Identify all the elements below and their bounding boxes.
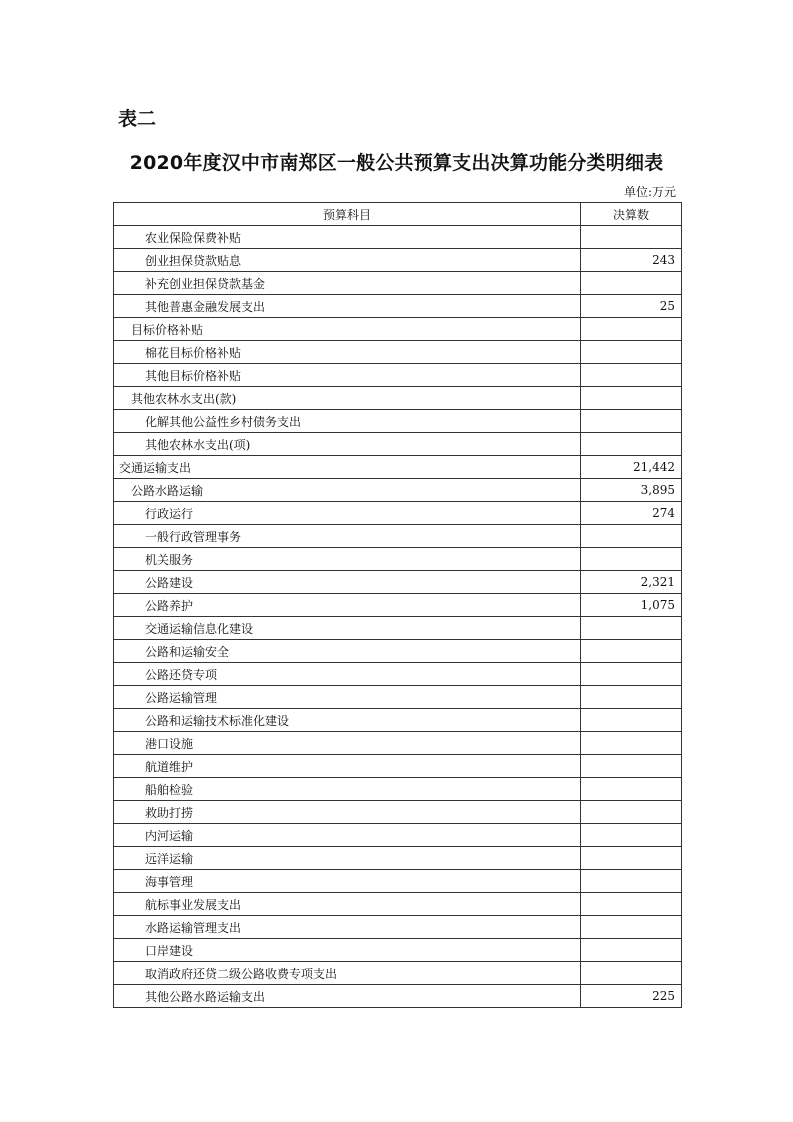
row-subject: 目标价格补贴 [114, 318, 581, 341]
header-subject: 预算科目 [114, 203, 581, 226]
row-subject: 其他农林水支出(项) [114, 433, 581, 456]
table-row [114, 640, 682, 663]
row-subject: 公路建设 [114, 571, 581, 594]
table-row [114, 410, 682, 433]
row-amount: 243 [581, 249, 682, 272]
row-subject: 救助打捞 [114, 801, 581, 824]
row-subject: 港口设施 [114, 732, 581, 755]
table-row [114, 801, 682, 824]
row-amount [581, 617, 682, 640]
row-amount: 21,442 [581, 456, 682, 479]
table-row [114, 893, 682, 916]
table-row [114, 249, 682, 272]
row-subject: 公路和运输技术标准化建设 [114, 709, 581, 732]
row-amount [581, 916, 682, 939]
row-subject: 远洋运输 [114, 847, 581, 870]
row-subject: 内河运输 [114, 824, 581, 847]
row-amount [581, 801, 682, 824]
table-row [114, 732, 682, 755]
row-subject: 棉花目标价格补贴 [114, 341, 581, 364]
row-subject: 补充创业担保贷款基金 [114, 272, 581, 295]
row-amount: 3,895 [581, 479, 682, 502]
row-subject: 交通运输信息化建设 [114, 617, 581, 640]
table-row [114, 387, 682, 410]
row-amount: 225 [581, 985, 682, 1008]
row-amount: 25 [581, 295, 682, 318]
table-label: 表二 [118, 108, 157, 130]
table-row [114, 870, 682, 893]
row-amount [581, 525, 682, 548]
table-row [114, 847, 682, 870]
table-row [114, 226, 682, 249]
table-row [114, 709, 682, 732]
row-amount [581, 226, 682, 249]
document-title: 2020年度汉中市南郑区一般公共预算支出决算功能分类明细表 [129, 152, 664, 174]
row-amount [581, 318, 682, 341]
row-amount [581, 962, 682, 985]
row-subject: 农业保险保费补贴 [114, 226, 581, 249]
row-amount [581, 410, 682, 433]
table-row [114, 456, 682, 479]
row-subject: 其他普惠金融发展支出 [114, 295, 581, 318]
row-amount [581, 433, 682, 456]
table-row [114, 686, 682, 709]
table-row [114, 939, 682, 962]
row-subject: 机关服务 [114, 548, 581, 571]
table-row [114, 341, 682, 364]
row-subject: 一般行政管理事务 [114, 525, 581, 548]
row-amount [581, 732, 682, 755]
table-row [114, 962, 682, 985]
row-amount [581, 341, 682, 364]
table-row [114, 295, 682, 318]
row-amount [581, 640, 682, 663]
row-amount [581, 663, 682, 686]
row-subject: 海事管理 [114, 870, 581, 893]
table-row [114, 502, 682, 525]
row-subject: 航标事业发展支出 [114, 893, 581, 916]
row-subject: 航道维护 [114, 755, 581, 778]
row-subject: 其他农林水支出(款) [114, 387, 581, 410]
row-subject: 行政运行 [114, 502, 581, 525]
header-row [114, 203, 682, 226]
table-row [114, 663, 682, 686]
row-amount [581, 364, 682, 387]
row-subject: 公路水路运输 [114, 479, 581, 502]
row-subject: 公路养护 [114, 594, 581, 617]
row-subject: 船舶检验 [114, 778, 581, 801]
table-row [114, 272, 682, 295]
row-amount [581, 709, 682, 732]
unit-label: 单位:万元 [623, 185, 676, 199]
row-subject: 创业担保贷款贴息 [114, 249, 581, 272]
table-row [114, 594, 682, 617]
row-subject: 公路运输管理 [114, 686, 581, 709]
table-body [114, 226, 682, 1008]
row-subject: 其他公路水路运输支出 [114, 985, 581, 1008]
table-row [114, 617, 682, 640]
table-row [114, 318, 682, 341]
row-subject: 交通运输支出 [114, 456, 581, 479]
row-amount [581, 847, 682, 870]
row-subject: 公路还贷专项 [114, 663, 581, 686]
row-amount: 274 [581, 502, 682, 525]
row-amount: 1,075 [581, 594, 682, 617]
row-amount: 2,321 [581, 571, 682, 594]
table-row [114, 479, 682, 502]
table-row [114, 548, 682, 571]
table-row [114, 916, 682, 939]
row-subject: 口岸建设 [114, 939, 581, 962]
row-subject: 取消政府还贷二级公路收费专项支出 [114, 962, 581, 985]
row-subject: 公路和运输安全 [114, 640, 581, 663]
header-amount: 决算数 [581, 203, 682, 226]
row-amount [581, 778, 682, 801]
table-row [114, 525, 682, 548]
table-row [114, 433, 682, 456]
budget-table [113, 202, 682, 1008]
row-amount [581, 686, 682, 709]
row-amount [581, 755, 682, 778]
table-row [114, 571, 682, 594]
table-row [114, 755, 682, 778]
row-subject: 其他目标价格补贴 [114, 364, 581, 387]
row-amount [581, 272, 682, 295]
table-row [114, 364, 682, 387]
table-row [114, 778, 682, 801]
row-subject: 化解其他公益性乡村债务支出 [114, 410, 581, 433]
row-amount [581, 870, 682, 893]
table-row [114, 985, 682, 1008]
row-amount [581, 939, 682, 962]
row-subject: 水路运输管理支出 [114, 916, 581, 939]
row-amount [581, 824, 682, 847]
table-row [114, 824, 682, 847]
row-amount [581, 387, 682, 410]
row-amount [581, 548, 682, 571]
row-amount [581, 893, 682, 916]
